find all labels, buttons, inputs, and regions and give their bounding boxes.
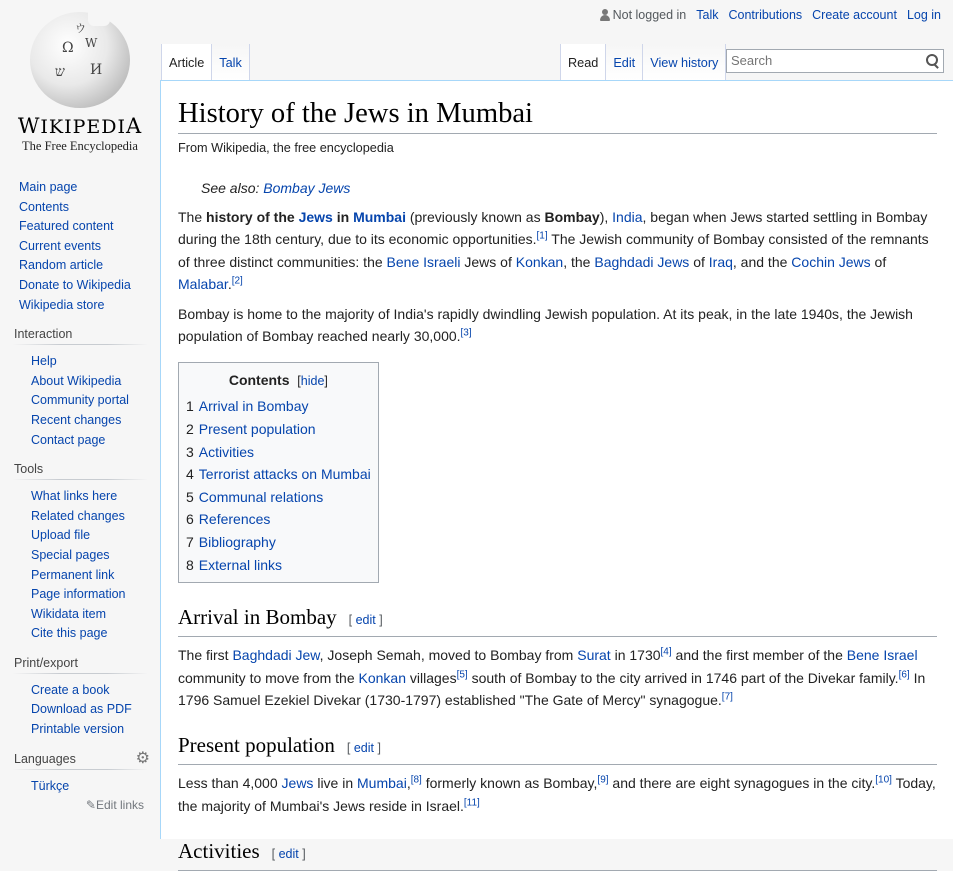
link-konkan-2[interactable]: Konkan: [358, 669, 406, 686]
tools-heading: Tools: [14, 462, 44, 477]
sidebar-item-what-links-here[interactable]: What links here: [31, 489, 118, 504]
not-logged-in: [599, 8, 687, 22]
print-heading: Print/export: [14, 655, 78, 670]
sidebar-item-related-changes[interactable]: Related changes: [31, 508, 125, 523]
link-iraq[interactable]: Iraq: [708, 253, 733, 270]
sidebar-item-about[interactable]: About Wikipedia: [31, 373, 122, 388]
hatnote: [201, 177, 937, 199]
link-cochin-jews[interactable]: Cochin Jews: [791, 253, 871, 270]
toc-item[interactable]: 8 External links: [186, 556, 283, 573]
personal-tools: [599, 8, 941, 22]
tools-portal: [0, 462, 160, 644]
namespace-tabs: [161, 44, 250, 80]
edit-section-arrival[interactable]: edit: [355, 613, 376, 628]
link-malabar[interactable]: Malabar: [178, 276, 228, 293]
toc-item[interactable]: 5 Communal relations: [186, 488, 324, 505]
view-tabs: [560, 44, 726, 80]
see-also-label: See also:: [201, 180, 264, 196]
tab-talk[interactable]: Talk: [211, 44, 250, 80]
ref-4[interactable]: [4]: [660, 646, 672, 658]
edit-section-activities[interactable]: edit: [278, 847, 299, 862]
tab-article[interactable]: Article: [161, 44, 211, 80]
sidebar-item-page-information[interactable]: Page information: [31, 587, 126, 602]
sidebar-item-upload-file[interactable]: Upload file: [31, 528, 91, 543]
sidebar: [0, 178, 160, 812]
site-sub: From Wikipedia, the free encyclopedia: [178, 141, 394, 155]
link-konkan[interactable]: Konkan: [515, 253, 564, 270]
toc-item[interactable]: 6 References: [186, 511, 271, 528]
interaction-portal: [0, 327, 160, 450]
gear-icon[interactable]: ⚙: [135, 749, 150, 767]
sidebar-item-special-pages[interactable]: Special pages: [31, 547, 110, 562]
link-baghdadi-jews[interactable]: Baghdadi Jews: [594, 253, 690, 270]
tagline: The Free Encyclopedia: [22, 139, 138, 153]
sidebar-item-featured-content[interactable]: Featured content: [19, 219, 114, 234]
link-surat[interactable]: Surat: [577, 647, 611, 664]
lead-paragraph-2: Bombay is home to the majority of India's rapidly dwindling Jewish population. At its peak, in the late 1940s, the Jewish population of Bombay reached nearly 30,000.[3]: [178, 305, 913, 345]
page-title: History of the Jews in Mumbai: [178, 97, 937, 134]
table-of-contents: [178, 362, 379, 583]
tab-edit[interactable]: Edit: [605, 44, 642, 80]
link-mumbai-2[interactable]: Mumbai: [357, 775, 407, 792]
ref-11[interactable]: [11]: [463, 797, 480, 809]
sidebar-item-contact-page[interactable]: Contact page: [31, 432, 106, 447]
section-heading-activities: Activities [ edit ]: [178, 837, 937, 871]
section-heading-present: Present population [ edit ]: [178, 731, 937, 765]
link-bene-israel[interactable]: Bene Israel: [846, 647, 918, 664]
content-area: [160, 80, 953, 864]
link-jews[interactable]: Jews: [298, 209, 333, 225]
sidebar-item-store[interactable]: Wikipedia store: [19, 297, 105, 312]
contributions-link[interactable]: Contributions: [728, 8, 803, 22]
sidebar-item-wikidata-item[interactable]: Wikidata item: [31, 606, 107, 621]
toc-item[interactable]: 1 Arrival in Bombay: [186, 398, 309, 415]
user-icon: [599, 9, 610, 21]
toc-item[interactable]: 2 Present population: [186, 421, 316, 438]
sidebar-item-turkce[interactable]: Türkçe: [31, 778, 70, 793]
ref-3[interactable]: [3]: [460, 327, 472, 339]
pencil-icon: ✎: [85, 798, 96, 813]
sidebar-item-recent-changes[interactable]: Recent changes: [31, 412, 122, 427]
not-logged-in-label: Not logged in: [612, 8, 687, 22]
link-baghdadi-jew[interactable]: Baghdadi Jew: [232, 647, 320, 664]
lead-paragraph-1: The history of the Jews in Mumbai (previously known as Bombay), India, began when Jews started settling in Bombay during the 18th century, due to its economic opportunities.[1] The Jewish community of Bombay consisted of the remnants of three distinct communities: the Bene Israeli Jews of Konkan, the Baghdadi Jews of Iraq, and the Cochin Jews of Malabar.[2]: [178, 209, 929, 293]
section-heading-arrival: Arrival in Bombay [ edit ]: [178, 603, 937, 637]
tab-read[interactable]: Read: [560, 44, 605, 80]
sidebar-item-donate[interactable]: Donate to Wikipedia: [19, 277, 131, 292]
create-account-link[interactable]: Create account: [812, 8, 897, 22]
toc-heading: Contents: [228, 372, 290, 389]
arrival-paragraph: The first Baghdadi Jew, Joseph Semah, moved to Bombay from Surat in 1730[4] and the first member of the Bene Israel community to move from the Konkan villages[5] south of Bombay to the city arrived in 1746 part of the Divekar family.[6] In 1796 Samuel Ezekiel Divekar (1730-1797) established "The Gate of Mercy" synagogue.[7]: [178, 646, 926, 708]
link-mumbai[interactable]: Mumbai: [353, 209, 406, 225]
languages-portal: [0, 749, 160, 813]
ref-6[interactable]: [6]: [898, 668, 910, 680]
ref-1[interactable]: [1]: [536, 230, 548, 242]
sidebar-item-community-portal[interactable]: Community portal: [31, 393, 129, 408]
sidebar-item-current-events[interactable]: Current events: [19, 238, 101, 253]
present-paragraph: Less than 4,000 Jews live in Mumbai,[8] formerly known as Bombay,[9] and there are eight synagogues in the city.[10] Today, the majority of Mumbai's Jews reside in Israel.[11]: [178, 774, 936, 814]
ref-10[interactable]: [10]: [875, 774, 892, 786]
ref-7[interactable]: [7]: [721, 691, 733, 703]
sidebar-item-download-pdf[interactable]: Download as PDF: [31, 702, 132, 717]
puzzle-globe-icon: ウ Ω W ש И: [30, 12, 130, 108]
interaction-heading: Interaction: [14, 327, 73, 342]
ref-9[interactable]: [9]: [597, 774, 609, 786]
sidebar-item-help[interactable]: Help: [31, 354, 57, 369]
sidebar-item-contents[interactable]: Contents: [19, 199, 70, 214]
link-india[interactable]: India: [612, 209, 643, 225]
edit-links[interactable]: [0, 798, 160, 812]
languages-header: [0, 749, 160, 767]
print-portal: [0, 656, 160, 740]
search-box: [726, 49, 944, 73]
link-jews-2[interactable]: Jews: [281, 775, 314, 792]
see-also-link[interactable]: Bombay Jews: [263, 180, 351, 196]
toc-hide-link[interactable]: hide: [300, 374, 325, 389]
ref-5[interactable]: [5]: [456, 668, 468, 680]
personal-talk-link[interactable]: Talk: [696, 8, 719, 22]
link-bene-israeli[interactable]: Bene Israeli: [386, 253, 461, 270]
toc-title: Contents [hide]: [228, 372, 328, 389]
search-icon[interactable]: [926, 54, 938, 68]
tab-view-history[interactable]: View history: [642, 44, 726, 80]
toc-item[interactable]: 3 Activities: [186, 443, 255, 460]
edit-section-present[interactable]: edit: [353, 741, 375, 756]
sidebar-item-permanent-link[interactable]: Permanent link: [31, 567, 115, 582]
toc-item[interactable]: 4 Terrorist attacks on Mumbai: [186, 466, 371, 483]
wikipedia-logo[interactable]: [10, 12, 150, 162]
search-input[interactable]: [731, 53, 911, 68]
sidebar-item-main-page[interactable]: Main page: [19, 180, 78, 194]
languages-heading: Languages: [14, 751, 76, 766]
edit-links-label: Edit links: [95, 798, 144, 813]
log-in-link[interactable]: Log in: [906, 8, 941, 22]
sidebar-item-cite-this-page[interactable]: Cite this page: [31, 626, 108, 641]
wordmark: WIKIPEDIA: [17, 114, 143, 138]
toc-item[interactable]: 7 Bibliography: [186, 534, 276, 550]
ref-2[interactable]: [2]: [231, 275, 243, 287]
sidebar-item-create-book[interactable]: Create a book: [31, 682, 110, 697]
sidebar-item-printable-version[interactable]: Printable version: [31, 722, 125, 737]
navigation-portal: [0, 178, 160, 315]
sidebar-item-random-article[interactable]: Random article: [19, 258, 104, 273]
ref-8[interactable]: [8]: [410, 774, 422, 786]
